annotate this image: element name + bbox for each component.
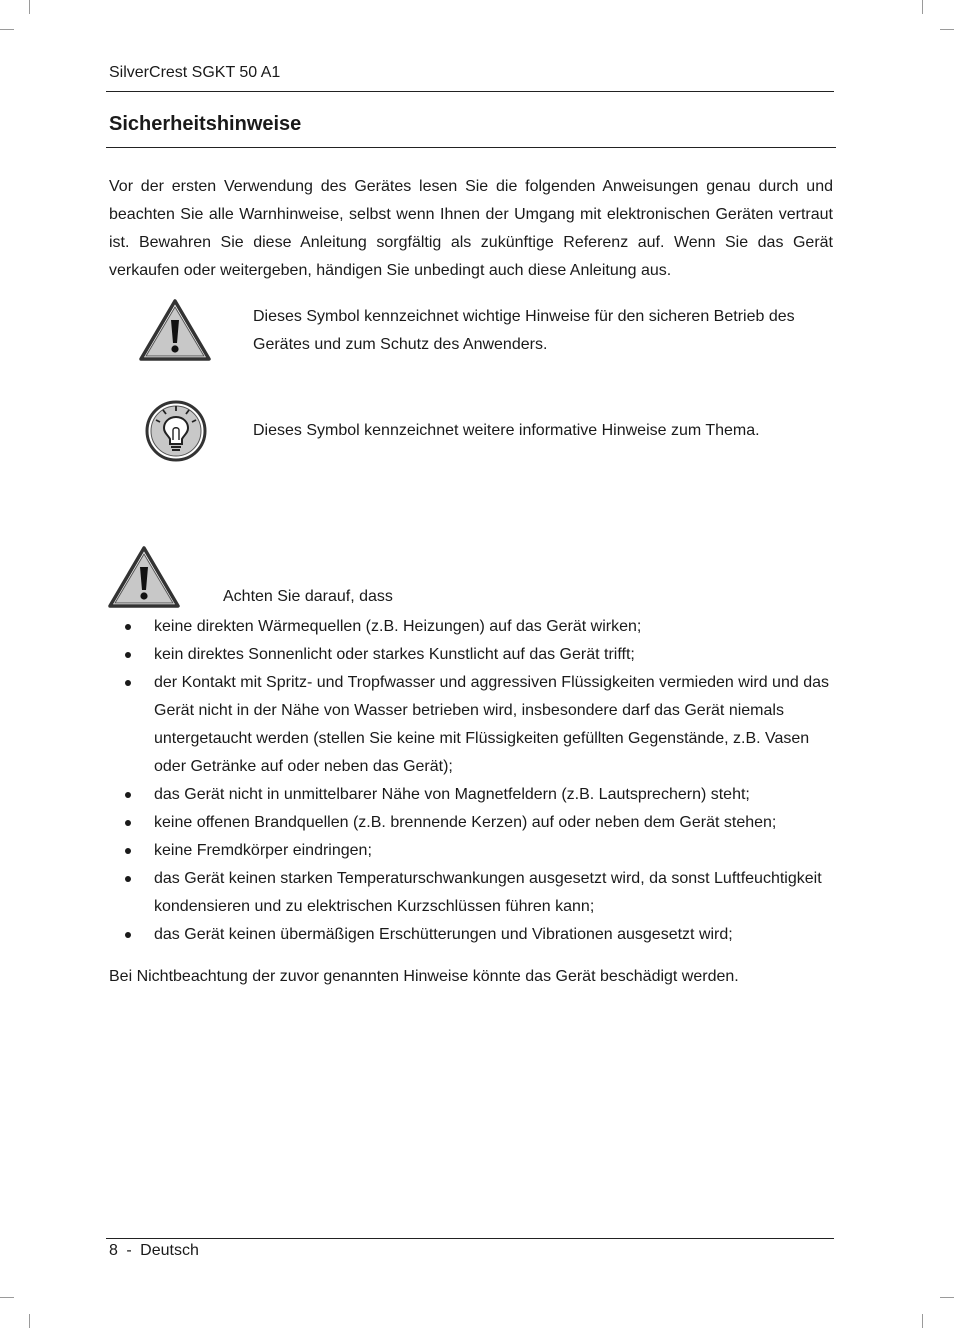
list-item: das Gerät nicht in unmittelbarer Nähe von Magnetfeldern (z.B. Lautsprechern) steht; — [109, 781, 835, 809]
warning-symbol-description: Dieses Symbol kennzeichnet wichtige Hinweise für den sicheren Betrieb des Gerätes und zum Schutz des Anwenders. — [253, 308, 795, 353]
section-title: Sicherheitshinweise — [109, 113, 302, 135]
footer-language: Deutsch — [140, 1242, 199, 1259]
list-item: das Gerät keinen übermäßigen Erschütterungen und Vibrationen ausgesetzt wird; — [109, 921, 835, 949]
footer-rule — [106, 1238, 834, 1239]
crop-mark — [922, 1314, 923, 1328]
page-number: 8 — [109, 1242, 118, 1259]
bullet-icon — [125, 876, 131, 882]
list-item: der Kontakt mit Spritz- und Tropfwasser und aggressiven Flüssigkeiten vermieden wird und das Gerät nicht in der Nähe von Wasser betrieben wird, insbesondere darf das Gerät niemals untergetaucht werden (stellen Sie keine mit Flüssigkeiten gefüllten Gegenstände, z.B. Vasen oder Getränke auf oder neben das Gerät); — [109, 669, 835, 781]
bullet-icon — [125, 624, 131, 630]
crop-mark — [29, 0, 30, 14]
header-rule — [106, 91, 834, 92]
bullet-icon — [125, 848, 131, 854]
list-item: kein direktes Sonnenlicht oder starkes Kunstlicht auf das Gerät trifft; — [109, 641, 835, 669]
lightbulb-icon — [145, 400, 207, 462]
list-item: keine offenen Brandquellen (z.B. brennende Kerzen) auf oder neben dem Gerät stehen; — [109, 809, 835, 837]
list-item: keine Fremdkörper eindringen; — [109, 837, 835, 865]
crop-mark — [0, 1297, 14, 1298]
list-item: das Gerät keinen starken Temperaturschwankungen ausgesetzt wird, da sonst Luftfeuchtigkeit kondensieren und zu elektrischen Kurzschlüssen führen kann; — [109, 865, 835, 921]
bullet-icon — [125, 932, 131, 938]
bullet-icon — [125, 792, 131, 798]
list-item: keine direkten Wärmequellen (z.B. Heizungen) auf das Gerät wirken; — [109, 613, 835, 641]
closing-paragraph: Bei Nichtbeachtung der zuvor genannten Hinweise könnte das Gerät beschädigt werden. — [109, 968, 739, 985]
header-title: SilverCrest SGKT 50 A1 — [109, 64, 281, 81]
footer-separator: - — [126, 1242, 132, 1259]
intro-paragraph: Vor der ersten Verwendung des Gerätes lesen Sie die folgenden Anweisungen genau durch und beachten Sie alle Warnhinweise, selbst wenn Ihnen der Umgang mit elektronischen Geräten vertraut ist. Bewahren Sie diese Anleitung sorgfältig als zukünftige Referenz auf. Wenn Sie das Gerät verkaufen oder weitergeben, händigen Sie unbedingt auch diese Anleitung aus. — [109, 178, 833, 279]
crop-mark — [940, 29, 954, 30]
crop-mark — [922, 0, 923, 14]
caution-list — [109, 613, 835, 949]
page-footer — [109, 1242, 199, 1260]
bullet-icon — [125, 652, 131, 658]
info-symbol-description: Dieses Symbol kennzeichnet weitere informative Hinweise zum Thema. — [253, 422, 760, 439]
warning-triangle-icon — [138, 298, 212, 362]
crop-mark — [29, 1314, 30, 1328]
crop-mark — [0, 29, 14, 30]
section-rule — [106, 147, 836, 148]
warning-triangle-icon — [107, 545, 181, 609]
caution-lead: Achten Sie darauf, dass — [223, 588, 393, 605]
crop-mark — [940, 1297, 954, 1298]
bullet-icon — [125, 820, 131, 826]
bullet-icon — [125, 680, 131, 686]
